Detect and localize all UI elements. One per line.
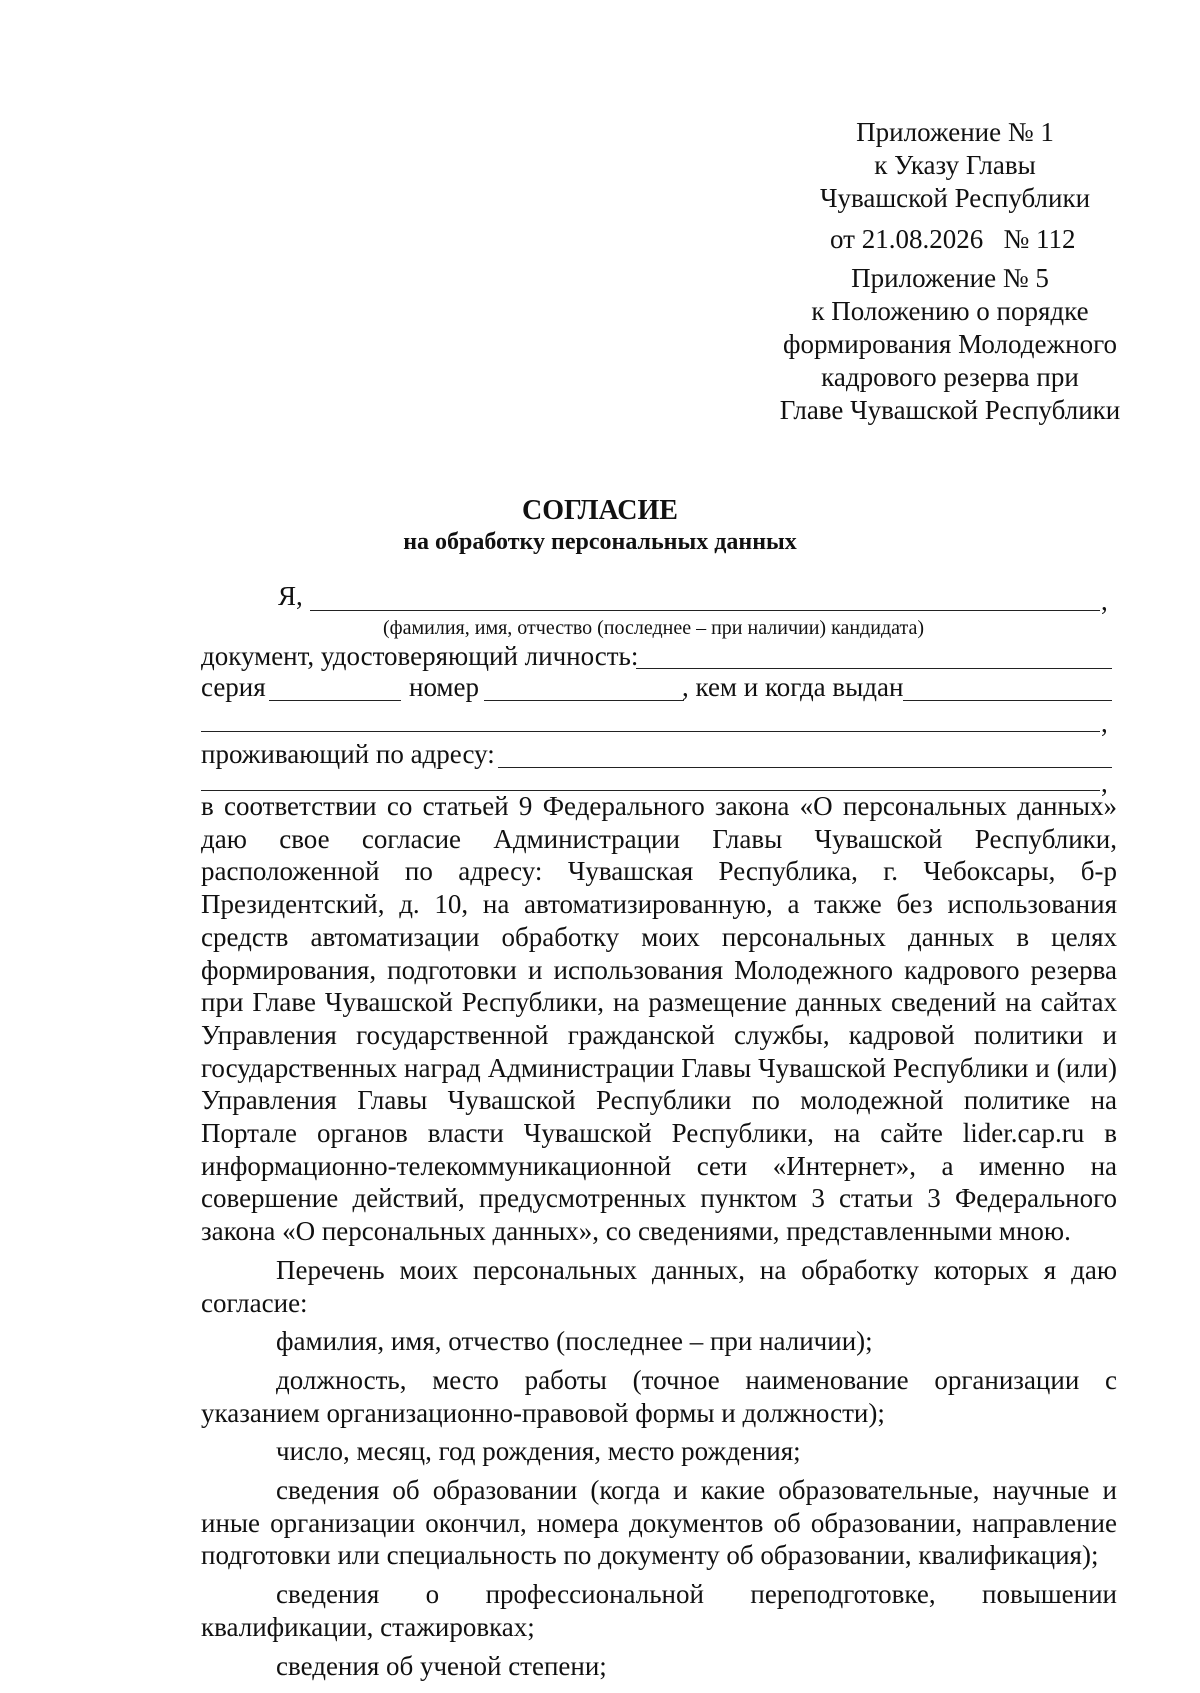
appendix-1-region: Чувашской Республики	[819, 183, 1091, 213]
appendix-1-date-number: от 21.08.2026 № 112	[830, 224, 1076, 254]
consent-body	[201, 790, 1117, 1682]
series-label: серия	[201, 672, 266, 702]
full-name-field[interactable]	[310, 585, 1100, 611]
number-field[interactable]	[484, 675, 684, 701]
number-label: номер	[409, 672, 480, 702]
address-label: проживающий по адресу:	[201, 739, 495, 769]
list-item: число, месяц, год рождения, место рождения;	[276, 1436, 801, 1467]
document-title: СОГЛАСИЕ	[522, 495, 678, 526]
consent-paragraph: в соответствии со статьей 9 Федерального закона «О персональных данных» даю свое согласие Администрации Главы Чувашской Республики, расположенной по адресу: Чувашская Республика, г. Чебоксары, б-р Президентский, д. 10, на автоматизированную, а также без использования средств автоматизации обработку моих персональных данных в целях формирования, подготовки и использования Молодежного кадрового резерва при Главе Чувашской Республики, на размещение данных сведений на сайтах Управления государственной гражданской службы, кадровой политики и государственных наград Администрации Главы Чувашской Республики и (или) Управления Главы Чувашской Республики по молодежной политике на Портале органов власти Чувашской Республики, на сайте lider.cap.ru в информационно-телекоммуникационной сети «Интернет», а именно на совершение действий, предусмотренных пунктом 3 статьи 3 Федерального закона «О персональных данных», со сведениями, представленными мною.	[201, 791, 1117, 1247]
document-subtitle: на обработку персональных данных	[403, 529, 797, 555]
id-document-label: документ, удостоверяющий личность:	[201, 641, 639, 671]
appendix-5-line5: Главе Чувашской Республики	[779, 395, 1121, 425]
address-continuation-field[interactable]	[201, 766, 1100, 791]
appendix-5-line4: кадрового резерва при	[821, 362, 1079, 392]
appendix-5-line3: формирования Молодежного	[783, 329, 1117, 359]
list-item: должность, место работы (точное наименование организации с указанием организационно-правовой формы и должности);	[201, 1364, 1117, 1428]
appendix-1-ref: к Указу Главы	[874, 150, 1036, 180]
name-field-caption: (фамилия, имя, отчество (последнее – при наличии) кандидата)	[383, 617, 924, 639]
list-item: сведения об ученой степени;	[276, 1650, 607, 1681]
data-list-intro: Перечень моих персональных данных, на обработку которых я даю согласие:	[201, 1254, 1117, 1318]
list-item: сведения об образовании (когда и какие образовательные, научные и иные организации окончил, номера документов об образовании, направление подготовки или специальность по документу об образовании, квалификация);	[201, 1475, 1117, 1571]
name-comma: ,	[1101, 586, 1108, 616]
i-label: Я,	[278, 581, 303, 611]
issued-by-continuation-field[interactable]	[201, 705, 1100, 732]
appendix-1-header	[780, 116, 1130, 256]
address-comma: ,	[1101, 768, 1108, 798]
list-item: фамилия, имя, отчество (последнее – при наличии);	[276, 1326, 873, 1357]
appendix-5-ref: к Положению о порядке	[811, 296, 1089, 326]
issued-label: , кем и когда выдан	[682, 672, 904, 702]
appendix-1-title: Приложение № 1	[856, 117, 1054, 147]
appendix-5-header	[760, 262, 1140, 427]
id-document-field[interactable]	[636, 643, 1112, 669]
appendix-5-title: Приложение № 5	[851, 263, 1049, 293]
list-item: сведения о профессиональной переподготовке, повышении квалификации, стажировках;	[201, 1579, 1117, 1642]
address-field[interactable]	[498, 742, 1112, 768]
series-field[interactable]	[269, 675, 401, 701]
issued-comma: ,	[1101, 708, 1108, 738]
issued-by-field[interactable]	[903, 675, 1112, 701]
